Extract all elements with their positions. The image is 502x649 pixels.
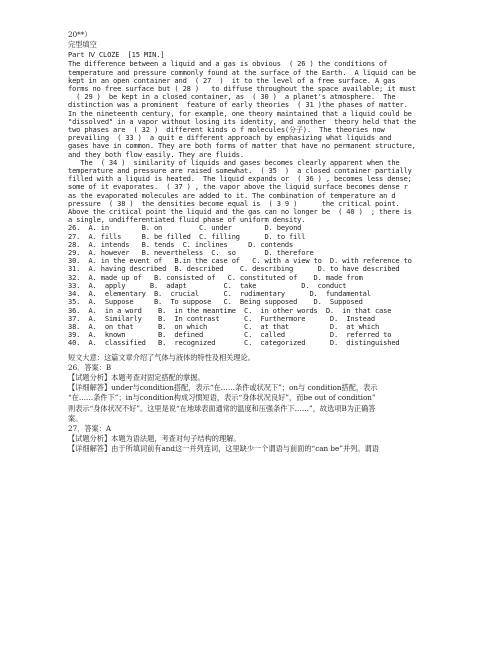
passage-line: ( 29 ) be kept in a closed container, as ( 30 ) a planet's atmosphere. The — [68, 93, 396, 102]
passage-line: In the nineteenth century, for example, one theory maintained that a liquid could be — [68, 109, 412, 118]
passage-line: "dissolved" in a vapor without losing its identity, and another theory held that the — [68, 117, 416, 126]
analysis-line: 【试题分析】本题为语法题，考查对句子结构的理解。 — [68, 434, 241, 444]
option-line: 36. A. in a word B. in the meantime C. in other words D. in that case — [68, 306, 392, 315]
option-line: 37. A. Similarly B. In contrast C. Furthermore D. Instead — [68, 314, 375, 323]
passage-line: distinction was a prominent feature of early theories ( 31 )the phases of matter. — [68, 101, 408, 110]
option-line: 26. A. in B. on C. under D. beyond — [68, 224, 302, 233]
analysis-line: 则表示“身体状况不好”。这里是说“在地球表面通常的温度和压强条件下……”，故选项B为正确答 — [68, 403, 376, 413]
passage-line: filled with a liquid is heated. The liquid expands or ( 36 ) , becomes less dense; — [68, 175, 412, 184]
passage-line: two phases are ( 32 ) different kinds o f molecules(分子). The theories now — [68, 126, 385, 135]
passage-line: gases have in common. They are both forms of matter that have no permanent structure, — [68, 142, 416, 151]
option-line: 34. A. elementary B. crucial C. rudimentary D. fundamental — [68, 290, 371, 299]
option-line: 30. A. in the event of B.in the case of C. with a view to D. with reference to — [68, 257, 412, 266]
document-header — [68, 30, 488, 60]
passage-line: as the evaporated molecules are added to it. The combination of temperature an d — [68, 191, 396, 200]
option-line: 33. A. apply B. adapt C. take D. conduct — [68, 281, 347, 290]
section-title: 完型填空 — [68, 40, 97, 50]
part-title: Part Ⅳ CLOZE [15 MIN.] — [68, 50, 165, 60]
answer-analysis — [68, 353, 488, 455]
analysis-line: 短文大意：这篇文章介绍了气体与液体的特性及相关理论。 — [68, 352, 255, 362]
passage-line: temperature and pressure are raised somewhat. ( 35 ) a closed container partially — [68, 167, 412, 176]
answer-options — [68, 224, 488, 347]
passage-line: pressure ( 38 ) the densities become equal is ( 3 9 ) the critical point. — [68, 199, 400, 208]
passage-line: Above the critical point the liquid and the gas can no longer be ( 40 ) ; there is — [68, 208, 412, 217]
passage-line: The difference between a liquid and a gas is obvious ( 26 ) the conditions of — [68, 60, 388, 69]
option-line: 35. A. Suppose B. To suppose C. Being supposed D. Supposed — [68, 298, 363, 307]
option-line: 29. A. however B. nevertheless C. so D. therefore — [68, 249, 314, 258]
passage-line: The ( 34 ) similarity of liquids and gases becomes clearly apparent when the — [68, 158, 400, 167]
option-line: 32. A. made up of B. consisted of C. constituted of D. made from — [68, 273, 363, 282]
passage-line: some of it evaporates. ( 37 ) , the vapor above the liquid surface becomes dense r — [68, 183, 408, 192]
analysis-line: 27．答案：A — [68, 423, 112, 433]
option-line: 40. A. classified B. recognized C. categorized D. distinguished — [68, 339, 400, 348]
analysis-line: 【详细解答】由于所填词前有and这一并列连词，这里缺少一个谓语与前面的“can be”并列。谓语 — [68, 444, 379, 454]
passage-line: a single, undifferentiated fluid phase of uniform density. — [68, 216, 306, 225]
passage-line: kept in an open container and ( 27 ) it to the level of a free surface. A gas — [68, 76, 396, 85]
option-line: 28. A. intends B. tends C. inclines D. contends — [68, 240, 294, 249]
passage-line: and they both flow easily. They are fluids. — [68, 150, 244, 159]
passage-line: temperature and pressure commonly found at the surface of the Earth. A liquid can be — [68, 68, 416, 77]
year-line: 20**） — [68, 30, 92, 39]
analysis-line: “在……条件下”；in与condition构成习惯短语，表示“身体状况良好”，而be out of condition” — [68, 393, 376, 403]
option-line: 38. A. on that B. on which C. at that D. at which — [68, 322, 380, 331]
cloze-passage — [68, 60, 488, 224]
analysis-line: 【详细解答】under与condition搭配，表示“在……条件或状况下”；on与 condition搭配，表示 — [68, 383, 378, 393]
option-line: 31. A. having described B. described C. describing D. to have described — [68, 265, 400, 274]
passage-line: forms no free surface but ( 28 ) to diffuse throughout the space available; it must — [68, 85, 416, 94]
document-page — [68, 30, 488, 455]
analysis-line: 26．答案：B — [68, 362, 112, 372]
option-line: 39. A. known B. defined C. called D. referred to — [68, 331, 392, 340]
analysis-line: 案。 — [68, 413, 83, 423]
option-line: 27. A. fills B. be filled C. filling D. to fill — [68, 232, 306, 241]
analysis-line: 【试题分析】本题考查对固定搭配的掌握。 — [68, 372, 205, 382]
passage-line: prevailing ( 33 ) a quit e different approach by emphasizing what liquids and — [68, 134, 392, 143]
